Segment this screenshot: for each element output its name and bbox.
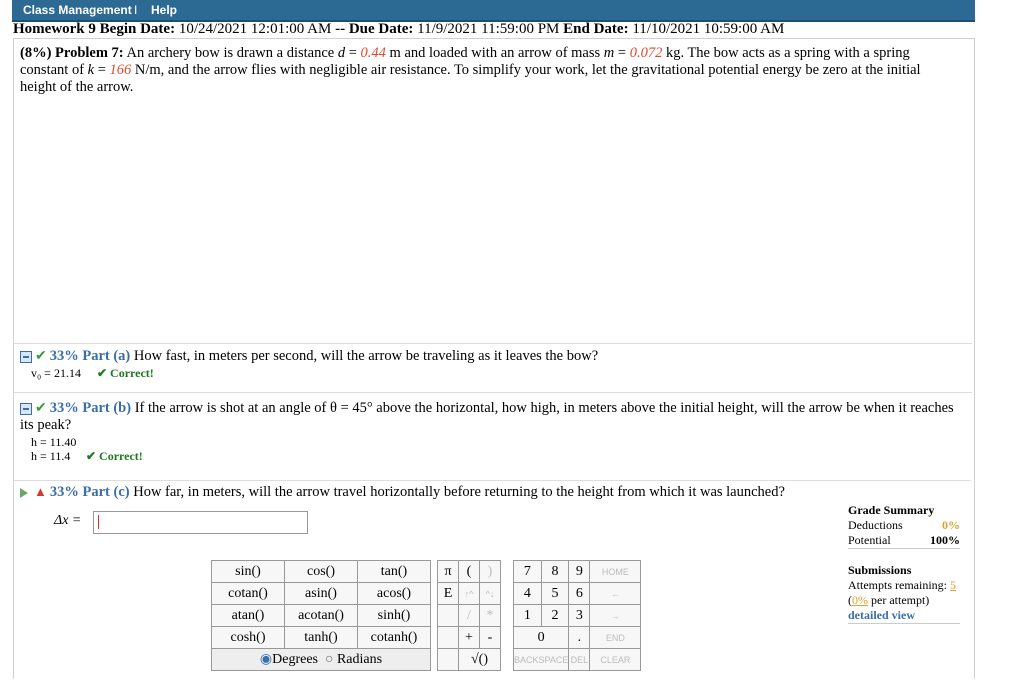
key-5[interactable]: 5 — [541, 583, 569, 605]
attempts-label: Attempts remaining: — [848, 578, 947, 592]
radians-radio-icon[interactable]: ○ — [325, 652, 334, 667]
key-blank-1 — [438, 605, 459, 627]
key-2[interactable]: 2 — [541, 605, 569, 627]
part-c-question: How far, in meters, will the arrow travel horizontally before returning to the height from which it was launched? — [133, 484, 785, 500]
key-6[interactable]: 6 — [569, 583, 590, 605]
key-blank-3 — [438, 649, 459, 671]
collapse-icon[interactable] — [20, 403, 32, 415]
key-cosh[interactable]: cosh() — [212, 627, 285, 649]
key-end[interactable]: END — [590, 627, 641, 649]
attempts-row — [848, 578, 960, 593]
key-clear[interactable]: CLEAR — [590, 649, 641, 671]
key-blank-2 — [438, 627, 459, 649]
expand-icon[interactable] — [20, 488, 28, 498]
key-pi[interactable]: π — [438, 561, 459, 583]
digit-keypad — [513, 560, 641, 671]
end-date: 11/10/2021 10:59:00 AM — [632, 21, 785, 37]
key-8[interactable]: 8 — [541, 561, 569, 583]
part-a-label: Part (a) — [82, 348, 131, 364]
problem-statement — [20, 45, 960, 96]
key-4[interactable]: 4 — [514, 583, 542, 605]
key-divide[interactable]: / — [459, 605, 480, 627]
per-attempt-row: (0% per attempt) — [848, 593, 930, 607]
separator-a — [14, 343, 972, 344]
part-a-header — [20, 348, 598, 365]
due-label: Due Date: — [348, 21, 414, 37]
part-b-status: ✔ Correct! — [86, 449, 143, 463]
key-9[interactable]: 9 — [569, 561, 590, 583]
deductions-label: Deductions — [848, 518, 903, 532]
text-caret — [98, 515, 99, 529]
menu-help[interactable]: Help — [151, 3, 178, 17]
grade-summary-title: Grade Summary — [848, 503, 935, 517]
problem-percent: (8%) — [20, 45, 52, 61]
key-7[interactable]: 7 — [514, 561, 542, 583]
homework-title: Homework 9 — [13, 21, 96, 37]
potential-label: Potential — [848, 533, 891, 547]
key-minus[interactable]: - — [480, 627, 501, 649]
degrees-label[interactable]: Degrees — [272, 652, 318, 667]
function-keypad — [211, 560, 431, 671]
answer-input[interactable] — [93, 511, 308, 534]
m-value: 0.072 — [629, 45, 663, 61]
key-atan[interactable]: atan() — [212, 605, 285, 627]
key-3[interactable]: 3 — [569, 605, 590, 627]
key-up-power[interactable]: ↑^ — [459, 583, 480, 605]
problem-text-1: An archery bow is drawn a distance — [126, 45, 338, 61]
radians-label[interactable]: Radians — [336, 652, 383, 667]
key-acotan[interactable]: acotan() — [285, 605, 358, 627]
submissions-title: Submissions — [848, 563, 912, 577]
per-attempt-pct: 0% — [852, 593, 868, 607]
check-icon: ✔ — [35, 401, 47, 416]
homework-header — [13, 21, 784, 38]
key-backspace[interactable]: BACKSPACE — [514, 649, 569, 671]
d-symbol: d — [337, 45, 346, 61]
key-dot[interactable]: . — [569, 627, 590, 649]
attempts-value: 5 — [949, 578, 956, 592]
begin-date: 10/24/2021 12:01:00 AM — [178, 21, 332, 37]
symbol-keypad — [437, 560, 501, 671]
part-c-percent: 33% — [49, 484, 79, 500]
equals-1: = — [345, 45, 361, 61]
key-close-paren[interactable]: ) — [480, 561, 501, 583]
degrees-radio-icon[interactable]: ◉ — [259, 652, 273, 667]
d-value: 0.44 — [360, 45, 386, 61]
key-sqrt[interactable]: √() — [459, 649, 501, 671]
key-tan[interactable]: tan() — [358, 561, 431, 583]
key-left-arrow[interactable]: ← — [590, 583, 641, 605]
key-multiply[interactable]: * — [480, 605, 501, 627]
menu-class-management[interactable]: Class Management — [23, 3, 132, 17]
end-label: End Date: — [563, 21, 629, 37]
k-symbol: k — [87, 62, 95, 78]
part-a-percent: 33% — [49, 348, 79, 364]
detailed-view-link[interactable]: detailed view — [848, 608, 960, 624]
key-down-power[interactable]: ^↓ — [480, 583, 501, 605]
delta-x-label: Δx = — [54, 513, 82, 528]
part-b-answer-2: h = 11.4 — [31, 449, 71, 463]
key-del[interactable]: DEL — [569, 649, 590, 671]
part-b-percent: 33% — [49, 400, 79, 416]
key-acos[interactable]: acos() — [358, 583, 431, 605]
collapse-icon[interactable] — [20, 351, 32, 363]
part-b-header — [20, 400, 960, 434]
k-value: 166 — [109, 62, 132, 78]
check-icon: ✔ — [35, 349, 47, 364]
key-asin[interactable]: asin() — [285, 583, 358, 605]
separator-b — [14, 392, 972, 393]
angle-mode — [212, 649, 431, 671]
due-date: 11/9/2021 11:59:00 PM — [417, 21, 560, 37]
key-home[interactable]: HOME — [590, 561, 641, 583]
equals-3: = — [94, 62, 110, 78]
key-cotan[interactable]: cotan() — [212, 583, 285, 605]
part-b-label: Part (b) — [82, 400, 132, 416]
problem-text-3: kg. The bow acts as a spring with a spring constant of — [20, 45, 910, 78]
problem-text-4: N/m, and the arrow flies with negligible air resistance. To simplify your work, let the gravitational potential energy be zero at the initial height of the arrow. — [20, 62, 921, 95]
part-c-label: Part (c) — [82, 484, 130, 500]
part-b-answer-1: h = 11.40 — [31, 435, 77, 449]
problem-text-2: m and loaded with an arrow of mass — [385, 45, 604, 61]
deductions-value: 0% — [942, 518, 960, 532]
grade-summary — [848, 503, 960, 624]
per-attempt-label: per attempt) — [868, 593, 930, 607]
key-1[interactable]: 1 — [514, 605, 542, 627]
key-sinh[interactable]: sinh() — [358, 605, 431, 627]
key-plus[interactable]: + — [459, 627, 480, 649]
top-menu-bar — [12, 0, 975, 22]
part-a-question: How fast, in meters per second, will the arrow be traveling as it leaves the bow? — [133, 348, 599, 364]
key-cos[interactable]: cos() — [285, 561, 358, 583]
dash: -- — [335, 21, 346, 37]
warning-icon: ▲ — [34, 484, 47, 499]
part-c-header — [20, 484, 785, 501]
key-sin[interactable]: sin() — [212, 561, 285, 583]
menu-separator: I — [134, 3, 138, 17]
key-open-paren[interactable]: ( — [459, 561, 480, 583]
key-right-arrow[interactable]: → — [590, 605, 641, 627]
begin-label: Begin Date: — [99, 21, 176, 37]
part-a-answer: v₀ = 21.14 — [31, 366, 81, 380]
key-cotanh[interactable]: cotanh() — [358, 627, 431, 649]
m-symbol: m — [603, 45, 615, 61]
key-tanh[interactable]: tanh() — [285, 627, 358, 649]
key-0[interactable]: 0 — [514, 627, 569, 649]
part-b-question: If the arrow is shot at an angle of θ = 45° above the horizontal, how high, in meters above the initial height, will the arrow be when it reaches its peak? — [20, 400, 954, 433]
equals-2: = — [614, 45, 630, 61]
key-e[interactable]: E — [438, 583, 459, 605]
potential-value: 100% — [930, 533, 960, 547]
part-a-status: ✔ Correct! — [97, 366, 154, 380]
problem-name: Problem 7: — [55, 45, 124, 61]
